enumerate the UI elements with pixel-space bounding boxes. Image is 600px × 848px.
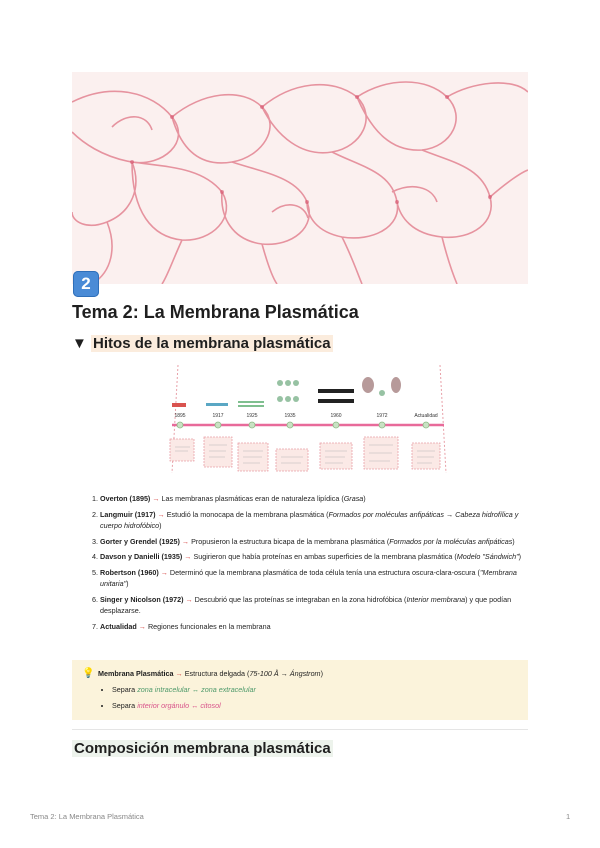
timeline-year-labels — [174, 413, 437, 419]
timeline-svg — [168, 363, 450, 483]
year-label: 1917 — [212, 413, 224, 419]
divider — [72, 729, 528, 730]
list-item: 4. Davson y Danielli (1935) → Sugirieron que había proteínas en ambas superficies de la membrana plasmática (Modelo "Sándwich") — [100, 551, 530, 563]
section-heading-composicion: Composición membrana plasmática — [74, 740, 331, 757]
callout-definition: Membrana Plasmática → Estructura delgada (75-100 Å → Ángstrom) — [98, 669, 323, 678]
list-item: 1. Overton (1895) → Las membranas plasmáticas eran de naturaleza lipídica (Grasa) — [100, 493, 530, 505]
page-title: Tema 2: La Membrana Plasmática — [72, 302, 359, 322]
list-item: 6. Singer y Nicolson (1972) → Descubrió que las proteínas se integraban en la zona hidrofóbica (Interior membrana) y que podían desplazarse. — [100, 594, 530, 617]
year-label: 1972 — [376, 413, 388, 419]
page-number-badge: 2 — [73, 271, 99, 297]
year-label: 1925 — [246, 413, 258, 419]
heading-text: Hitos de la membrana plasmática — [93, 335, 331, 352]
adipose-tissue-illustration — [72, 72, 528, 284]
footer-page-number: 1 — [566, 812, 571, 821]
list-item: • Separa zona intracelular ↔ zona extracelular — [112, 682, 256, 698]
toggle-heading-hitos[interactable] — [72, 335, 333, 352]
definition-callout — [72, 660, 528, 720]
year-label: 1960 — [330, 413, 342, 419]
year-label: 1895 — [174, 413, 186, 419]
list-item: 2. Langmuir (1917) → Estudió la monocapa de la membrana plasmática (Formados por moléculas anfipáticas → Cabeza hidrofílica y cuerpo hidrofóbico) — [100, 509, 530, 532]
list-item: 5. Robertson (1960) → Determinó que la membrana plasmática de toda célula tenía una estructura oscura-clara-oscura ("Membrana unitaria") — [100, 567, 530, 590]
timeline-figure — [168, 363, 450, 483]
list-item: 7. Actualidad → Regiones funcionales en la membrana — [100, 621, 530, 633]
callout-bullets — [98, 682, 256, 714]
lightbulb-icon: 💡 — [82, 668, 95, 679]
year-label: Actualidad — [414, 413, 438, 419]
cover-image — [72, 72, 528, 284]
list-item: 3. Gorter y Grendel (1925) → Propusieron la estructura bicapa de la membrana plasmática (Formados por la moléculas anfipáticas) — [100, 536, 530, 548]
year-label: 1935 — [284, 413, 296, 419]
footer-title: Tema 2: La Membrana Plasmática — [30, 812, 144, 821]
list-item: • Separa interior orgánulo ↔ citosol — [112, 698, 256, 714]
milestones-list — [86, 493, 530, 636]
toggle-triangle-icon[interactable]: ▼ — [72, 335, 87, 352]
